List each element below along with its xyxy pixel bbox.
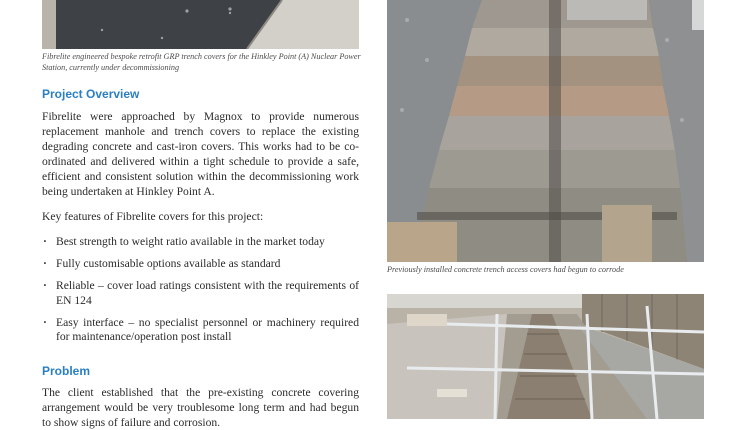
feature-item: · Best strength to weight ratio available in the market today	[42, 235, 359, 250]
feature-item: · Fully customisable options available as standard	[42, 257, 359, 272]
feature-item: · Reliable – cover load ratings consistent with the requirements of EN 124	[42, 279, 359, 308]
key-features-intro: Key features of Fibrelite covers for this project:	[42, 210, 264, 223]
problem-paragraph: The client established that the pre-existing concrete covering arrangement would be very troublesome long term and had begun to show signs of failure and corrosion.	[42, 386, 359, 429]
photo-concrete-trench-covers	[387, 0, 704, 262]
photo-caption-grp-covers: Fibrelite engineered bespoke retrofit GRP trench covers for the Hinkley Point (A) Nuclear Power Station, currently under decommissioning	[42, 52, 361, 72]
key-features-list	[42, 235, 359, 352]
section-heading-project-overview: Project Overview	[42, 87, 140, 101]
feature-item: · Easy interface – no specialist personnel or machinery required for maintenance/operation post install	[42, 316, 359, 345]
section-heading-problem: Problem	[42, 364, 91, 378]
project-overview-paragraph: Fibrelite were approached by Magnox to provide numerous replacement manhole and trench covers to replace the existing degrading concrete and cast-iron covers. This works had to be co-ordinated and delivered within a tight schedule to provide a safe, efficient and consistent solution within the decommissioning work being undertaken at Hinkley Point A.	[42, 110, 359, 198]
photo-trench-walkway-railings	[387, 294, 704, 419]
photo-grp-trench-covers	[42, 0, 359, 49]
photo-caption-concrete-covers: Previously installed concrete trench access covers had begun to corrode	[387, 265, 624, 274]
